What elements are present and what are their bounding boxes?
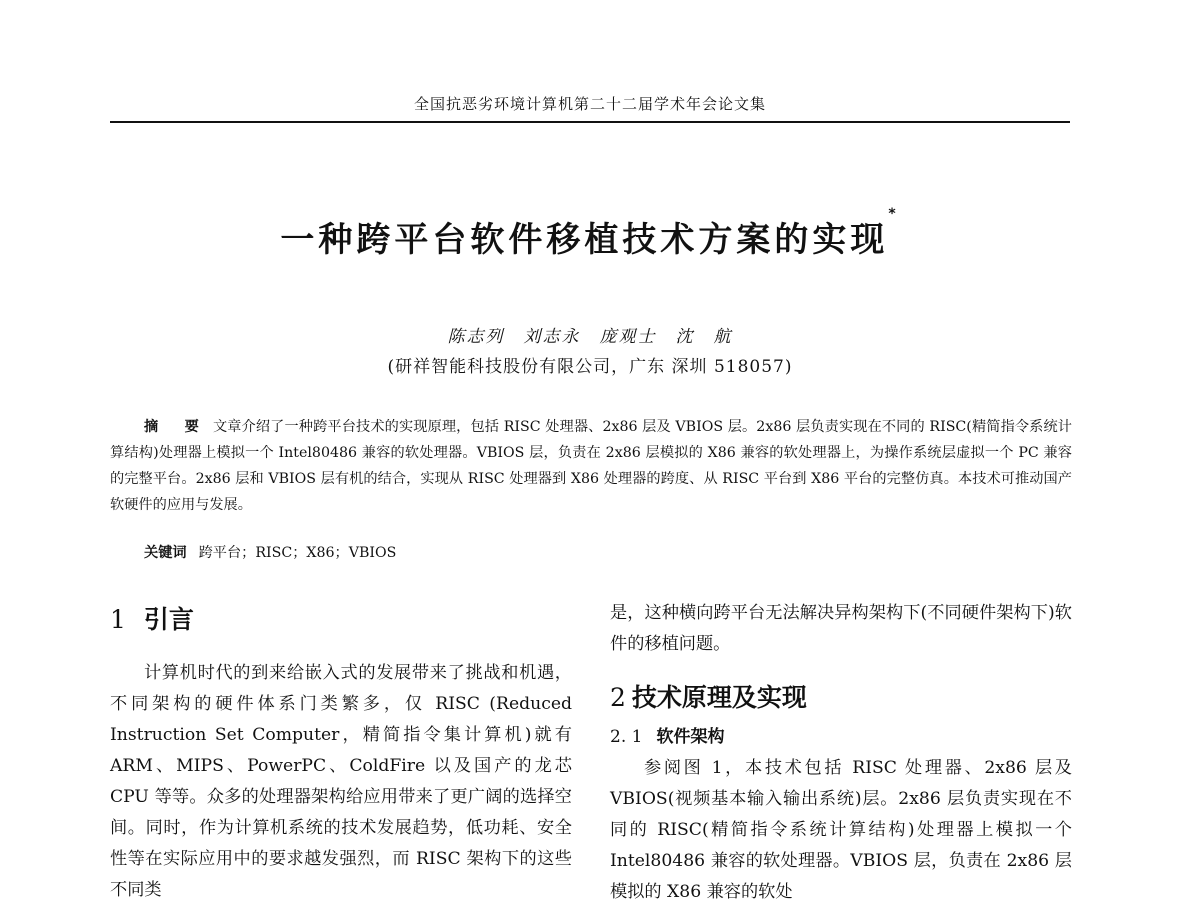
- section-2-1-number: 2. 1: [610, 727, 643, 747]
- abstract: [110, 414, 1072, 518]
- title-footnote-mark: *: [888, 206, 900, 222]
- affiliation: (研祥智能科技股份有限公司，广东 深圳 518057): [387, 357, 793, 377]
- keywords: [144, 542, 396, 562]
- right-column: [610, 598, 1072, 908]
- header-rule: [110, 121, 1070, 123]
- author-list: 陈志列 刘志永 庞观士 沈 航: [447, 327, 733, 347]
- section-2-number: 2: [610, 683, 626, 712]
- keywords-text: 跨平台；RISC；X86；VBIOS: [198, 545, 397, 561]
- section-1-paragraph: 计算机时代的到来给嵌入式的发展带来了挑战和机遇，不同架构的硬件体系门类繁多，仅 RISC (Reduced Instruction Set Computer，精简指令集计算机)就有 ARM、MIPS、PowerPC、ColdFire 以及国产的龙芯 CPU 等等。众多的处理器架构给应用带来了更广阔的选择空间。同时，作为计算机系统的技术发展趋势，低功耗、安全性等在实际应用中的要求越发强烈，而 RISC 架构下的这些不同类: [110, 663, 572, 900]
- keywords-label: 关键词: [144, 545, 187, 561]
- section-2-1-title: 软件架构: [656, 727, 725, 747]
- section-1-number: 1: [110, 605, 126, 634]
- running-header: 全国抗恶劣环境计算机第二十二届学术年会论文集: [413, 95, 766, 113]
- section-2-heading: [610, 678, 1072, 714]
- left-column: [110, 600, 572, 906]
- paper-title: [110, 206, 1070, 261]
- abstract-text: 文章介绍了一种跨平台技术的实现原理，包括 RISC 处理器、2x86 层及 VBIOS 层。2x86 层负责实现在不同的 RISC(精简指令系统计算结构)处理器上模拟一个 Intel80486 兼容的软处理器。VBIOS 层，负责在 2x86 层模拟的 X86 兼容的软处理器上，为操作系统层虚拟一个 PC 兼容的完整平台。2x86 层和 VBIOS 层有机的结合，实现从 RISC 处理器到 X86 处理器的跨度、从 RISC 平台到 X86 平台的完整仿真。本技术可推动国产软硬件的应用与发展。: [110, 419, 1072, 513]
- section-2-title: 技术原理及实现: [631, 683, 807, 712]
- paper-title-text: 一种跨平台软件移植技术方案的实现: [280, 220, 889, 260]
- section-1-heading: [110, 600, 572, 636]
- abstract-label: 摘 要: [144, 419, 205, 435]
- continued-paragraph: 是，这种横向跨平台无法解决异构架构下(不同硬件架构下)软件的移植问题。: [610, 603, 1072, 654]
- section-2-1-paragraph: 参阅图 1，本技术包括 RISC 处理器、2x86 层及 VBIOS(视频基本输入输出系统)层。2x86 层负责实现在不同的 RISC(精简指令系统计算结构)处理器上模拟一个 Intel80486 兼容的软处理器。VBIOS 层，负责在 2x86 层模拟的 X86 兼容的软处: [610, 758, 1072, 902]
- section-2-1-heading: [610, 722, 1072, 747]
- section-1-title: 引言: [143, 605, 194, 634]
